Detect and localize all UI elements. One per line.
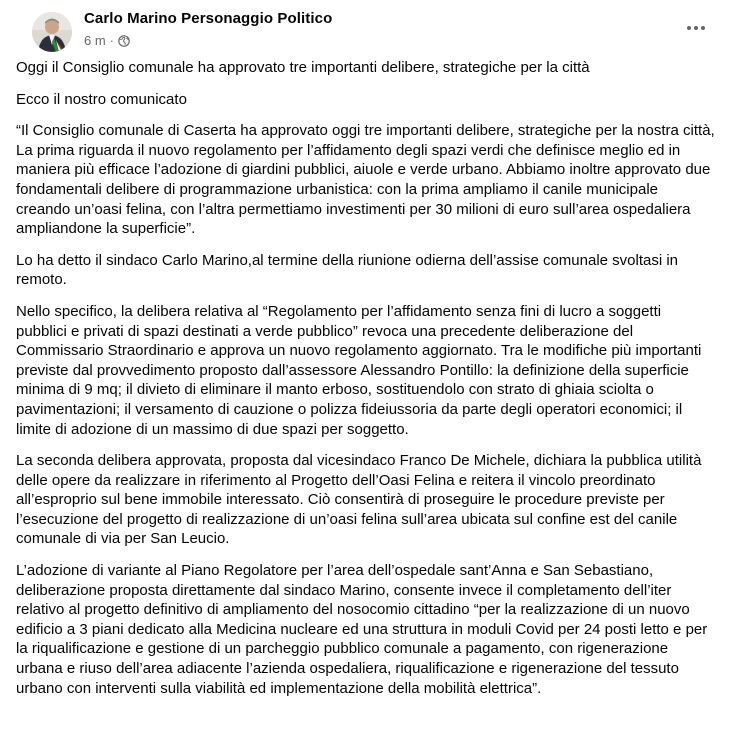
post-body [16, 58, 716, 710]
post-header [16, 0, 724, 56]
post-paragraph: Nello specifico, la delibera relativa al “Regolamento per l’affidamento senza fini di lucro a soggetti pubblici e privati di spazi destinati a verde pubblico” revoca una precedente deliberazione del Commissario Straordinario e approva un nuovo regolamento aggiornato. Tra le modifiche più importanti previste dal provvedimento proposto dall’assessore Alessandro Pontillo: la definizione della superficie minima di 9 mq; il divieto di eliminare il manto erboso, sostituendolo con strato di ghiaia sciolta o pavimentazioni; il versamento di cauzione o polizza fideiussoria da parte degli operatori economici; il limite di adozione di un massimo di due spazi per soggetto. [16, 302, 702, 438]
post-paragraph: “Il Consiglio comunale di Caserta ha approvato oggi tre importanti delibere, strategiche per la nostra città, La prima riguarda il nuovo regolamento per l’affidamento degli spazi verdi che definisce meglio ed in maniera più efficace l’adozione di giardini pubblici, aiuole e verde urbano. Abbiamo inoltre approvato due fondamentali delibere di programmazione urbanistica: con la prima ampliamo il canile municipale creando un’oasi felina, con l’altra permettiamo investimenti per 30 milioni di euro sull’area ospedaliera ampliandone la superficie”. [16, 122, 715, 238]
more-options-button[interactable] [682, 14, 710, 42]
more-dot [701, 26, 705, 30]
more-dot [694, 26, 698, 30]
meta-separator: · [109, 33, 115, 48]
post-paragraph: Oggi il Consiglio comunale ha approvato tre importanti delibere, strategiche per la città [16, 59, 590, 76]
post-paragraph: La seconda delibera approvata, proposta dal vicesindaco Franco De Michele, dichiara la pubblica utilità delle opere da realizzare in riferimento al Progetto dell’Oasi Felina e reitera il vincolo preordinato all’esproprio sul bene immobile interessato. Ciò consentirà di proseguire le procedure previste per l’esecuzione del progetto di realizzazione di un’oasi felina sull’area ubicata sul confine est del canile comunale di via per San Leucio. [16, 452, 702, 548]
more-horizontal-icon [687, 26, 691, 30]
post-paragraph: Lo ha detto il sindaco Carlo Marino,al termine della riunione odierna dell’assise comunale svoltasi in remoto. [16, 251, 679, 289]
globe-icon[interactable] [118, 35, 130, 47]
post-timestamp[interactable]: 6 m [84, 33, 106, 48]
author-avatar[interactable] [32, 12, 72, 52]
avatar-photo [32, 12, 72, 52]
post-author-name[interactable]: Carlo Marino Personaggio Politico [84, 10, 333, 27]
post-paragraph: Ecco il nostro comunicato [16, 90, 187, 108]
post-paragraph: L’adozione di variante al Piano Regolatore per l’area dell’ospedale sant’Anna e San Sebastiano, deliberazione proposta direttamente dal sindaco Marino, consente invece il completamento dell’iter relativo al progetto definitivo di ampliamento del nosocomio cittadino “per la realizzazione di un nuovo edificio a 3 piani dedicato alla Medicina nucleare ed una struttura in moduli Covid per 24 posti letto e per la riqualificazione e gestione di un parcheggio pubblico comunale a pagamento, con rigenerazione urbana e riuso dell’area adiacente l’azienda ospedaliera, riqualificazione e rigenerazione del tessuto urbano con interventi sulla viabilità ed implementazione della mobilità elettrica”. [16, 562, 708, 697]
post-meta [84, 33, 130, 48]
